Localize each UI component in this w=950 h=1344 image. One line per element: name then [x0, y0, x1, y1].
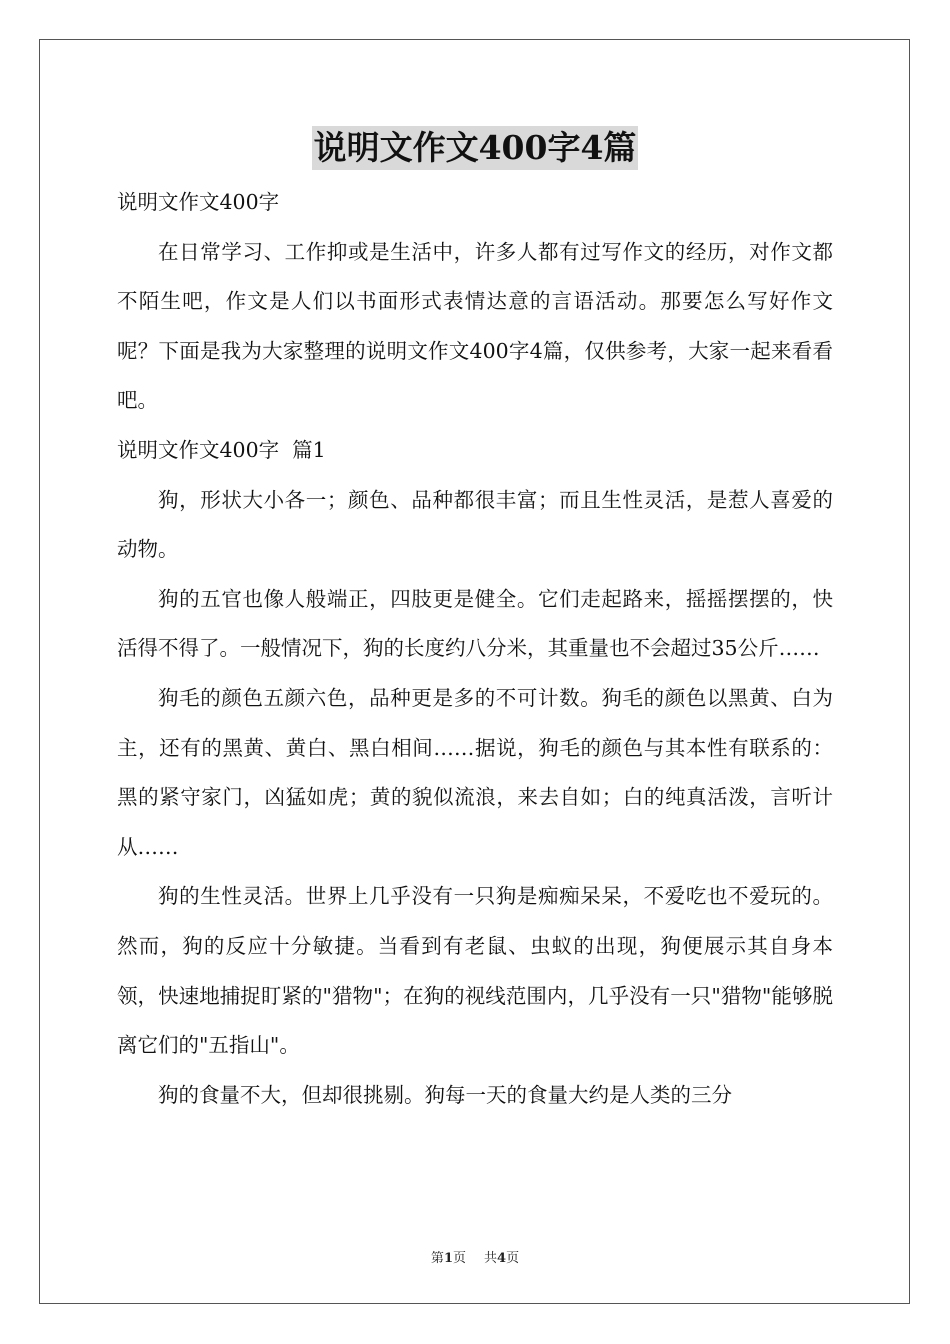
intro-paragraph: 在日常学习、工作抑或是生活中，许多人都有过写作文的经历，对作文都不陌生吧，作文是人们以书面形式表情达意的言语活动。那要怎么写好作文呢？下面是我为大家整理的说明文作文400字4篇，仅供参考，大家一起来看看吧。 [117, 239, 833, 413]
page-number: 1 [443, 1251, 453, 1266]
section-heading: 说明文作文400字 篇1 [117, 437, 326, 462]
total-pages: 4 [497, 1251, 507, 1266]
body-paragraph: 狗的生性灵活。世界上几乎没有一只狗是痴痴呆呆，不爱吃也不爱玩的。然而，狗的反应十分敏捷。当看到有老鼠、虫蚁的出现，狗便展示其自身本领，快速地捕捉盯紧的"猎物"；在狗的视线范围内，几乎没有一只"猎物"能够脱离它们的"五指山"。 [117, 884, 833, 1058]
subtitle: 说明文作文400字 [117, 190, 280, 214]
body-paragraph: 狗的五官也像人般端正，四肢更是健全。它们走起路来，摇摇摆摆的，快活得不得了。一般情况下，狗的长度约八分米，其重量也不会超过35公斤…… [117, 586, 833, 661]
title-container [0, 126, 950, 170]
page-footer [0, 1247, 950, 1266]
document-title: 说明文作文400字4篇 [312, 126, 639, 170]
document-body [117, 178, 833, 1120]
body-paragraph: 狗的食量不大，但却很挑剔。狗每一天的食量大约是人类的三分 [158, 1082, 732, 1107]
body-paragraph: 狗，形状大小各一；颜色、品种都很丰富；而且生性灵活，是惹人喜爱的动物。 [117, 487, 833, 562]
total-prefix: 共 [484, 1251, 498, 1266]
page-suffix: 页 [452, 1251, 466, 1266]
page-prefix: 第 [430, 1251, 444, 1266]
body-paragraph: 狗毛的颜色五颜六色，品种更是多的不可计数。狗毛的颜色以黑黄、白为主，还有的黑黄、黄白、黑白相间……据说，狗毛的颜色与其本性有联系的：黑的紧守家门，凶猛如虎；黄的貌似流浪，来去自如；白的纯真活泼，言听计从…… [117, 685, 833, 859]
total-suffix: 页 [506, 1251, 520, 1266]
